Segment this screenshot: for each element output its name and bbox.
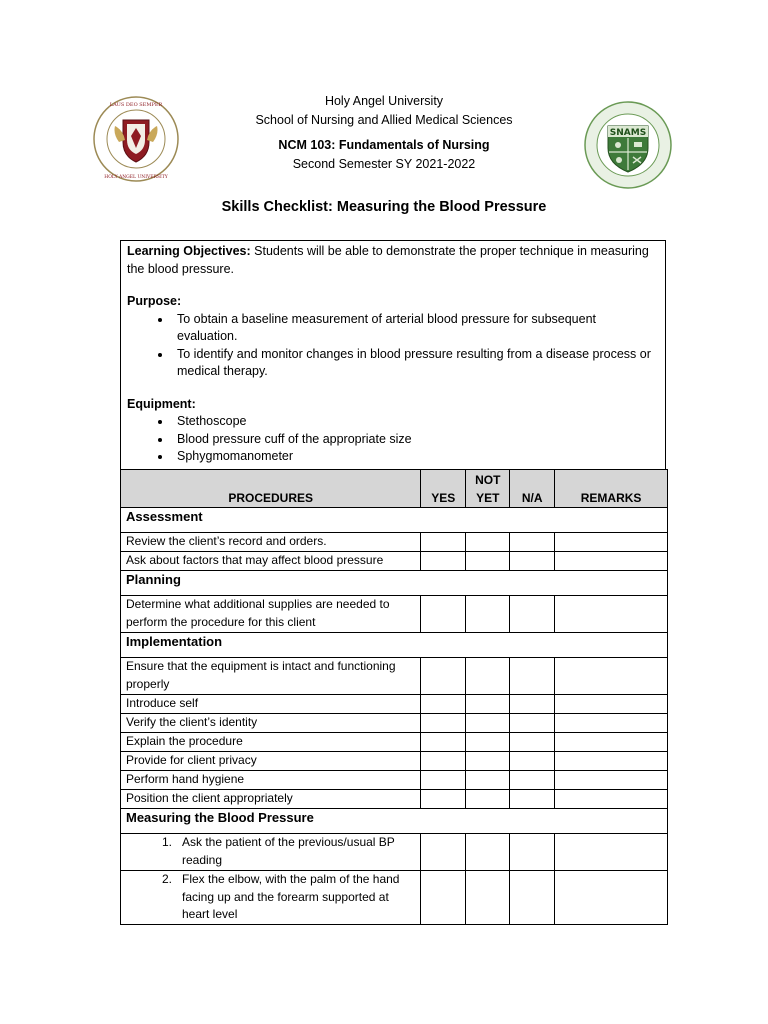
procedure-cell: 2. Flex the elbow, with the palm of the hand facing up and the forearm supported at heart level [121, 871, 421, 925]
not-yet-cell[interactable] [466, 695, 510, 714]
purpose-item: • To identify and monitor changes in blood pressure resulting from a disease process or medical therapy. [172, 346, 659, 381]
yes-cell[interactable] [421, 533, 466, 552]
yes-cell[interactable] [421, 834, 466, 871]
svg-text:SNAMS: SNAMS [609, 128, 647, 138]
na-cell[interactable] [510, 714, 555, 733]
not-yet-cell[interactable] [466, 658, 510, 695]
remarks-cell[interactable] [555, 695, 668, 714]
na-cell[interactable] [510, 834, 555, 871]
remarks-cell[interactable] [555, 552, 668, 571]
na-cell[interactable] [510, 790, 555, 809]
yes-cell[interactable] [421, 596, 466, 633]
table-row [121, 658, 668, 695]
page-title: Skills Checklist: Measuring the Blood Pressure [221, 199, 547, 215]
header-na: N/A [510, 470, 555, 508]
table-row [121, 752, 668, 771]
na-cell[interactable] [510, 552, 555, 571]
yes-cell[interactable] [421, 733, 466, 752]
not-yet-cell[interactable] [466, 533, 510, 552]
not-yet-cell[interactable] [466, 834, 510, 871]
not-yet-cell[interactable] [466, 771, 510, 790]
section-planning: Planning [121, 571, 668, 596]
header-remarks: REMARKS [555, 470, 668, 508]
procedure-cell: Provide for client privacy [121, 752, 421, 771]
yes-cell[interactable] [421, 871, 466, 925]
purpose-list [127, 311, 659, 381]
remarks-cell[interactable] [555, 771, 668, 790]
na-cell[interactable] [510, 533, 555, 552]
section-measuring-bp: Measuring the Blood Pressure [121, 809, 668, 834]
table-row [121, 733, 668, 752]
procedure-cell: Explain the procedure [121, 733, 421, 752]
semester: Second Semester SY 2021-2022 [292, 157, 476, 171]
procedure-cell: Review the client’s record and orders. [121, 533, 421, 552]
header-procedures: PROCEDURES [121, 470, 421, 508]
procedure-cell: 1. Ask the patient of the previous/usual BP reading [121, 834, 421, 871]
table-row [121, 771, 668, 790]
remarks-cell[interactable] [555, 871, 668, 925]
remarks-cell[interactable] [555, 733, 668, 752]
school-name: School of Nursing and Allied Medical Sciences [255, 113, 513, 127]
objectives-text: Students will be able to demonstrate the proper technique in measuring the blood pressure. [127, 244, 649, 276]
not-yet-cell[interactable] [466, 596, 510, 633]
yes-cell[interactable] [421, 658, 466, 695]
not-yet-cell[interactable] [466, 733, 510, 752]
table-row [121, 871, 668, 925]
equipment-item: • Blood pressure cuff of the appropriate size [172, 431, 659, 449]
section-row [121, 809, 668, 834]
section-row [121, 571, 668, 596]
na-cell[interactable] [510, 596, 555, 633]
yes-cell[interactable] [421, 714, 466, 733]
table-row [121, 596, 668, 633]
objectives-box [120, 240, 666, 469]
procedure-cell: Perform hand hygiene [121, 771, 421, 790]
procedure-cell: Position the client appropriately [121, 790, 421, 809]
section-row [121, 633, 668, 658]
section-row [121, 508, 668, 533]
svg-text:LAUS DEO SEMPER: LAUS DEO SEMPER [109, 102, 163, 108]
svg-text:HOLY ANGEL UNIVERSITY: HOLY ANGEL UNIVERSITY [104, 175, 168, 180]
remarks-cell[interactable] [555, 533, 668, 552]
na-cell[interactable] [510, 658, 555, 695]
remarks-cell[interactable] [555, 752, 668, 771]
yes-cell[interactable] [421, 771, 466, 790]
remarks-cell[interactable] [555, 658, 668, 695]
remarks-cell[interactable] [555, 596, 668, 633]
table-row [121, 533, 668, 552]
section-assessment: Assessment [121, 508, 668, 533]
not-yet-cell[interactable] [466, 752, 510, 771]
header-yes: YES [421, 470, 466, 508]
section-implementation: Implementation [121, 633, 668, 658]
na-cell[interactable] [510, 695, 555, 714]
remarks-cell[interactable] [555, 834, 668, 871]
not-yet-cell[interactable] [466, 871, 510, 925]
course-title: NCM 103: Fundamentals of Nursing [278, 138, 490, 152]
table-header-row [121, 470, 668, 508]
equipment-item: • Stethoscope [172, 413, 659, 431]
university-name: Holy Angel University [324, 94, 444, 108]
purpose-label: Purpose: [127, 294, 182, 308]
yes-cell[interactable] [421, 752, 466, 771]
procedure-cell: Determine what additional supplies are needed to perform the procedure for this client [121, 596, 421, 633]
objectives-label: Learning Objectives: [127, 244, 251, 258]
na-cell[interactable] [510, 871, 555, 925]
equipment-list [127, 413, 659, 466]
purpose-item: • To obtain a baseline measurement of arterial blood pressure for subsequent evaluation. [172, 311, 659, 346]
not-yet-cell[interactable] [466, 714, 510, 733]
yes-cell[interactable] [421, 790, 466, 809]
table-row [121, 552, 668, 571]
na-cell[interactable] [510, 733, 555, 752]
yes-cell[interactable] [421, 552, 466, 571]
procedure-cell: Ask about factors that may affect blood pressure [121, 552, 421, 571]
equipment-item: • Sphygmomanometer [172, 448, 659, 466]
remarks-cell[interactable] [555, 790, 668, 809]
na-cell[interactable] [510, 752, 555, 771]
procedure-cell: Ensure that the equipment is intact and functioning properly [121, 658, 421, 695]
not-yet-cell[interactable] [466, 552, 510, 571]
learning-objectives [127, 243, 659, 278]
not-yet-cell[interactable] [466, 790, 510, 809]
procedure-cell: Introduce self [121, 695, 421, 714]
skills-checklist-table [120, 469, 668, 925]
table-row [121, 834, 668, 871]
yes-cell[interactable] [421, 695, 466, 714]
table-row [121, 695, 668, 714]
procedure-cell: Verify the client’s identity [121, 714, 421, 733]
document-header [0, 92, 768, 174]
table-row [121, 790, 668, 809]
header-not-yet: NOT YET [466, 470, 510, 508]
remarks-cell[interactable] [555, 714, 668, 733]
table-row [121, 714, 668, 733]
na-cell[interactable] [510, 771, 555, 790]
equipment-label: Equipment: [127, 396, 196, 411]
